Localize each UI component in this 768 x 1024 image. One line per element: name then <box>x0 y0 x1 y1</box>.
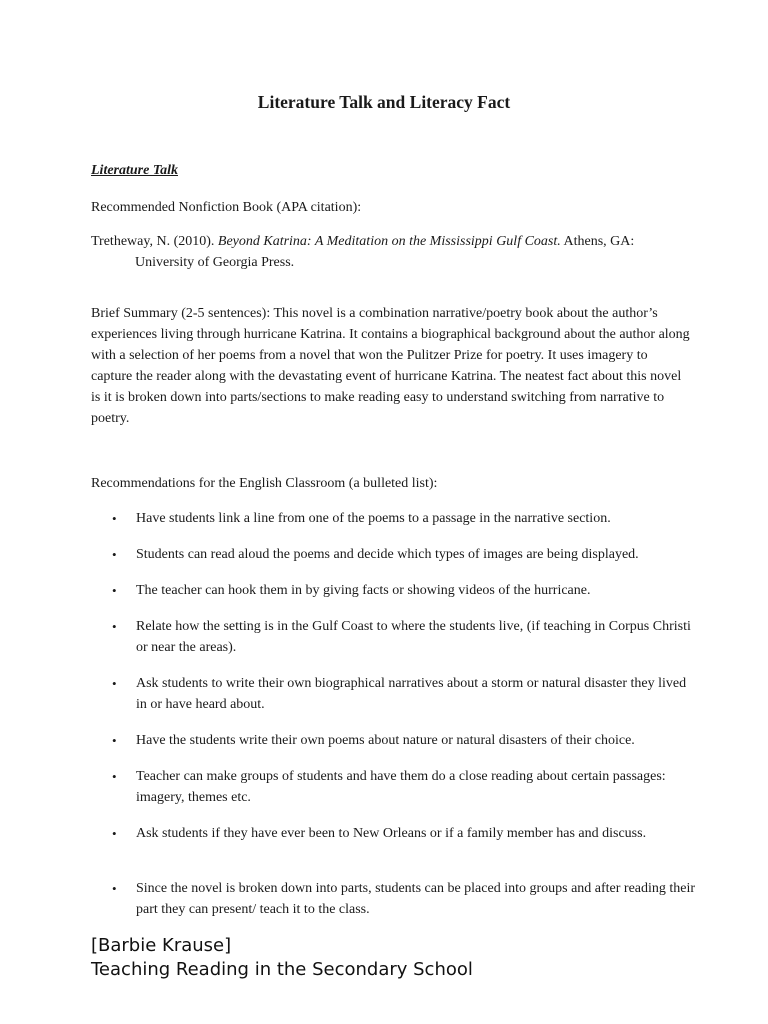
list-item-text: Since the novel is broken down into parts, students can be placed into groups and after reading their part they can present/ teach it to the class. <box>136 881 696 917</box>
list-item-text: Students can read aloud the poems and decide which types of images are being displayed. <box>136 547 639 562</box>
bullet-icon: • <box>112 583 117 598</box>
list-item-text: Have students link a line from one of the poems to a passage in the narrative section. <box>136 511 611 526</box>
list-item-text: Relate how the setting is in the Gulf Coast to where the students live, (if teaching in Corpus Christi or near the areas). <box>136 619 691 655</box>
list-item-text: The teacher can hook them in by giving facts or showing videos of the hurricane. <box>136 583 591 598</box>
bullet-icon: • <box>112 511 117 526</box>
document-title: Literature Talk and Literacy Fact <box>257 92 511 112</box>
bullet-icon: • <box>112 547 117 562</box>
bullet-icon: • <box>112 619 117 634</box>
footer <box>91 934 473 982</box>
bullet-icon: • <box>112 676 117 691</box>
brief-summary: Brief Summary (2-5 sentences): This novel is a combination narrative/poetry book about the author’s experiences living through hurricane Katrina. It contains a biographical background about the author along with a selection of her poems from a novel that won the Pulitzer Prize for poetry. It uses imagery to capture the reader along with the devastating event of hurricane Katrina. The neatest fact about this novel is it is broken down into parts/sections to make reading easy to understand switching from narrative to poetry. <box>91 306 690 426</box>
citation-authors-year: Tretheway, N. (2010). <box>91 234 218 249</box>
recommendations-label: Recommendations for the English Classroom (a bulleted list): <box>91 476 438 491</box>
recommended-book-label: Recommended Nonfiction Book (APA citation): <box>91 200 362 215</box>
list-item-text: Have the students write their own poems about nature or natural disasters of their choice. <box>136 733 635 748</box>
section-heading: Literature Talk <box>91 163 178 178</box>
list-item-text: Ask students if they have ever been to New Orleans or if a family member has and discuss. <box>136 826 647 841</box>
bullet-icon: • <box>112 733 117 748</box>
bullet-icon: • <box>112 881 117 896</box>
bullet-icon: • <box>112 826 117 841</box>
citation-place: Athens, GA: <box>560 234 635 249</box>
footer-course: Teaching Reading in the Secondary School <box>91 959 473 980</box>
citation-book-title: Beyond Katrina: A Meditation on the Mississippi Gulf Coast. <box>217 234 561 249</box>
citation-publisher: University of Georgia Press. <box>135 255 295 270</box>
apa-citation <box>91 231 691 273</box>
bullet-icon: • <box>112 769 117 784</box>
list-item-text: Ask students to write their own biographical narratives about a storm or natural disaster they lived in or have heard about. <box>136 676 687 712</box>
list-item-text: Teacher can make groups of students and have them do a close reading about certain passages: imagery, themes etc. <box>136 769 666 805</box>
footer-author: [Barbie Krause] <box>91 935 232 956</box>
